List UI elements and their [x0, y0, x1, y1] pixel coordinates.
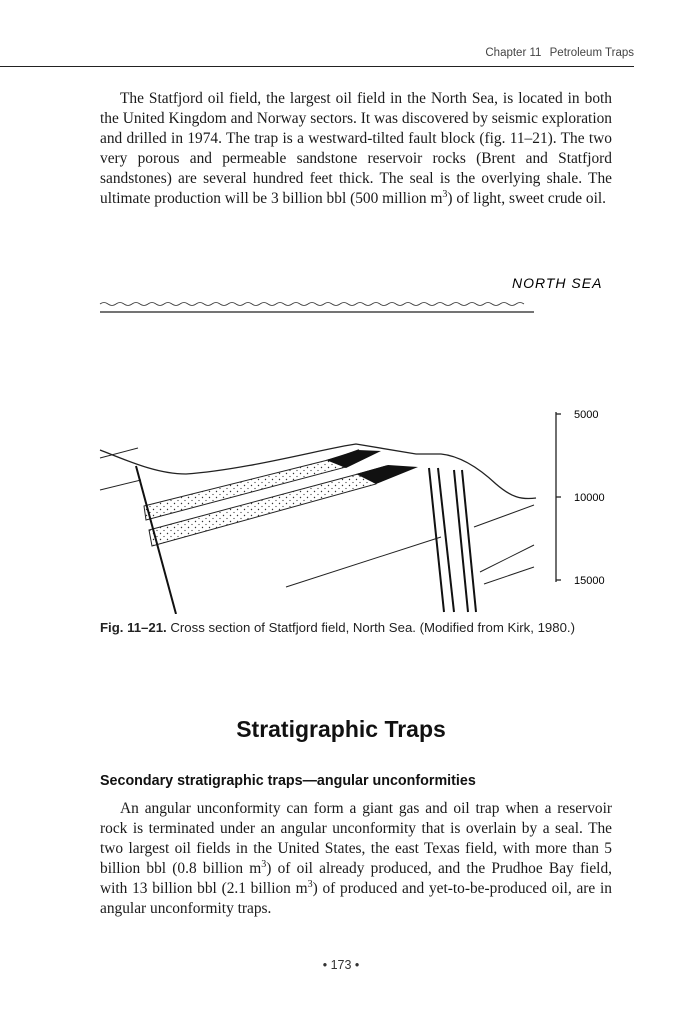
fault-right-2 [438, 468, 454, 612]
paragraph-text: ) of oil already produced, and the Prudhoe Bay field, with 13 billion bbl (2.1 billion m [100, 860, 612, 897]
figure-caption-text: Cross section of Statfjord field, North Sea. (Modified from Kirk, 1980.) [170, 620, 575, 635]
stratum-line [286, 537, 441, 587]
section-title: Stratigraphic Traps [236, 716, 446, 742]
paragraph-text: ) of produced and yet-to-be-produced oil, are in angular unconformity traps. [100, 880, 612, 917]
stratum-line [100, 480, 141, 490]
running-header [485, 47, 634, 59]
superscript: 3 [442, 189, 448, 200]
sea-label: NORTH SEA [512, 275, 603, 291]
depth-label-10000: 10000 [574, 492, 605, 504]
stratum-line [474, 505, 534, 527]
stratum-line [480, 545, 534, 572]
paragraph-text: The Statfjord oil field, the largest oil field in the North Sea, is located in both the United Kingdom and Norway sectors. It was discovered by seismic exploration and drilled in 1974. The trap is a westward-tilted fault block (fig. 11–21). The two very porous and permeable sandstone reservoir rocks (Brent and Statfjord sandstones) are several hundred feet thick. The seal is the overlying shale. The ultimate production will be 3 billion bbl (500 million m [100, 90, 612, 207]
header-rule [0, 66, 634, 67]
fault-right-3 [454, 470, 468, 612]
paragraph-statfjord [100, 89, 612, 209]
paragraph-text: An angular unconformity can form a giant gas and oil trap when a reservoir rock is terminated under an angular unconformity that is overlain by a seal. The two largest oil fields in the United States, the east Texas field, with more than 5 billion bbl (0.8 billion m [100, 800, 612, 877]
depth-label-5000: 5000 [574, 409, 599, 421]
cross-section-figure [96, 262, 616, 614]
paragraph-text: ) of light, sweet crude oil. [447, 190, 606, 207]
page-number: • 173 • [322, 958, 360, 972]
subsection-title: Secondary stratigraphic traps—angular unconformities [100, 773, 476, 789]
stratum-line [484, 567, 534, 584]
depth-label-15000: 15000 [574, 575, 605, 587]
fault-right-4 [462, 470, 476, 612]
header-title: Petroleum Traps [549, 47, 634, 59]
paragraph-unconformity [100, 799, 612, 919]
superscript: 3 [307, 879, 313, 890]
sea-surface-line [100, 303, 524, 306]
figure-number: Fig. 11–21. [100, 620, 167, 635]
stratum-line [100, 448, 138, 458]
figure-caption [100, 620, 575, 635]
header-chapter: Chapter 11 [485, 47, 542, 59]
superscript: 3 [261, 859, 267, 870]
